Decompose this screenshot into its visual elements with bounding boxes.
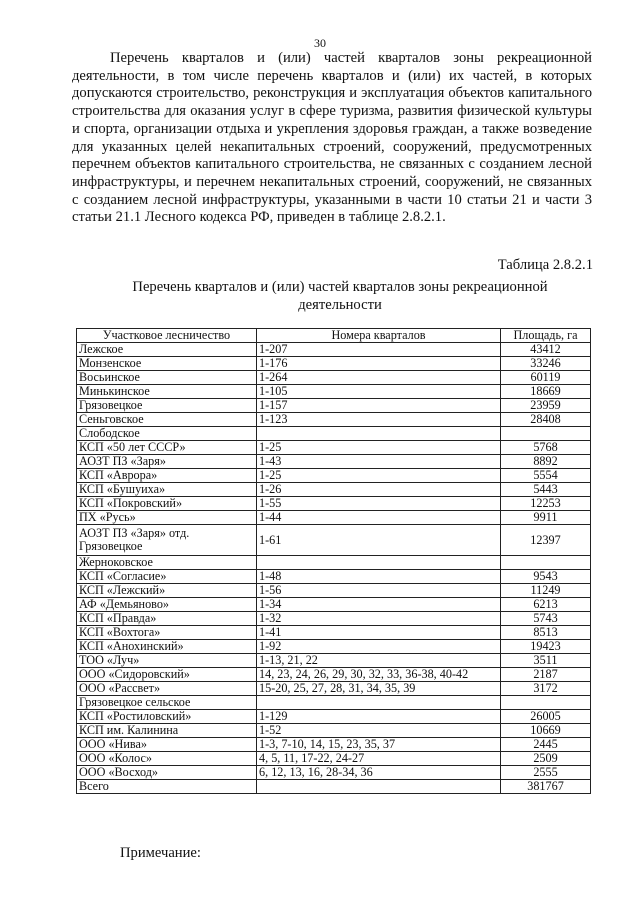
- forestry-cell: Лежское: [77, 343, 257, 357]
- header-quarters: Номера кварталов: [257, 329, 501, 343]
- quarters-cell: 1-264: [257, 371, 501, 385]
- table-row: [77, 385, 591, 399]
- quarters-cell: 1-44: [257, 511, 501, 525]
- page-number: 30: [314, 36, 326, 50]
- quarters-cell: 1-176: [257, 357, 501, 371]
- quarters-cell: 1-32: [257, 612, 501, 626]
- forestry-cell: АФ «Демьяново»: [77, 598, 257, 612]
- quarters-cell: [257, 696, 501, 710]
- quarters-cell: 1-41: [257, 626, 501, 640]
- quarters-cell: 6, 12, 13, 16, 28-34, 36: [257, 766, 501, 780]
- forestry-cell: Восьинское: [77, 371, 257, 385]
- area-cell: 9911: [501, 511, 591, 525]
- quarters-cell: 1-43: [257, 455, 501, 469]
- quarters-cell: 1-3, 7-10, 14, 15, 23, 35, 37: [257, 738, 501, 752]
- table-row: [77, 738, 591, 752]
- quarters-cell: 1-25: [257, 441, 501, 455]
- forestry-cell: ПХ «Русь»: [77, 511, 257, 525]
- area-cell: [501, 556, 591, 570]
- table-row: [77, 371, 591, 385]
- table-reference: Таблица 2.8.2.1: [497, 257, 593, 273]
- table-header-row: [77, 329, 591, 343]
- table-row: [77, 469, 591, 483]
- forestry-cell: КСП «Вохтога»: [77, 626, 257, 640]
- quarters-cell: 1-55: [257, 497, 501, 511]
- table-row: [77, 682, 591, 696]
- forestry-cell: Минькинское: [77, 385, 257, 399]
- area-cell: 2509: [501, 752, 591, 766]
- table-row: [77, 511, 591, 525]
- area-cell: 2187: [501, 668, 591, 682]
- table-row: [77, 654, 591, 668]
- forestry-cell: Грязовецкое сельское: [77, 696, 257, 710]
- quarters-cell: 1-129: [257, 710, 501, 724]
- area-cell: [501, 696, 591, 710]
- table-row: [77, 455, 591, 469]
- area-cell: 19423: [501, 640, 591, 654]
- table-row: [77, 413, 591, 427]
- forestry-cell: КСП «Аврора»: [77, 469, 257, 483]
- forestry-cell: АОЗТ ПЗ «Заря»: [77, 455, 257, 469]
- area-cell: 3172: [501, 682, 591, 696]
- quarters-cell: 4, 5, 11, 17-22, 24-27: [257, 752, 501, 766]
- forestry-cell: КСП «Согласие»: [77, 570, 257, 584]
- quarters-cell: 1-105: [257, 385, 501, 399]
- table-row: [77, 696, 591, 710]
- area-cell: 8892: [501, 455, 591, 469]
- area-cell: 8513: [501, 626, 591, 640]
- table-row: [77, 710, 591, 724]
- area-cell: 3511: [501, 654, 591, 668]
- quarters-cell: 15-20, 25, 27, 28, 31, 34, 35, 39: [257, 682, 501, 696]
- table-row: [77, 780, 591, 794]
- area-cell: 381767: [501, 780, 591, 794]
- quarters-cell: 1-92: [257, 640, 501, 654]
- table-row: [77, 556, 591, 570]
- recreation-quarters-table: [76, 328, 591, 794]
- table-row: [77, 752, 591, 766]
- area-cell: 28408: [501, 413, 591, 427]
- area-cell: 5743: [501, 612, 591, 626]
- area-cell: 11249: [501, 584, 591, 598]
- table-row: [77, 724, 591, 738]
- table-row: [77, 441, 591, 455]
- table-row: [77, 427, 591, 441]
- forestry-cell: КСП «Ростиловский»: [77, 710, 257, 724]
- quarters-cell: 1-207: [257, 343, 501, 357]
- note-label: Примечание:: [120, 845, 201, 861]
- quarters-cell: 1-25: [257, 469, 501, 483]
- quarters-cell: 1-34: [257, 598, 501, 612]
- area-cell: 12253: [501, 497, 591, 511]
- forestry-cell: ООО «Восход»: [77, 766, 257, 780]
- forestry-cell: Монзенское: [77, 357, 257, 371]
- table-row: [77, 668, 591, 682]
- area-cell: 2555: [501, 766, 591, 780]
- forestry-cell: ООО «Колос»: [77, 752, 257, 766]
- forestry-cell: ООО «Сидоровский»: [77, 668, 257, 682]
- table-row: [77, 399, 591, 413]
- table-row: [77, 343, 591, 357]
- forestry-cell: Грязовецкое: [77, 399, 257, 413]
- quarters-cell: [257, 556, 501, 570]
- table-row: [77, 584, 591, 598]
- forestry-cell: КСП «Правда»: [77, 612, 257, 626]
- area-cell: 60119: [501, 371, 591, 385]
- table-row: [77, 570, 591, 584]
- table-row: [77, 598, 591, 612]
- area-cell: 5443: [501, 483, 591, 497]
- quarters-cell: 1-48: [257, 570, 501, 584]
- forestry-cell: ТОО «Луч»: [77, 654, 257, 668]
- quarters-cell: 1-13, 21, 22: [257, 654, 501, 668]
- table-body: [77, 343, 591, 794]
- forestry-cell: КСП «Покровский»: [77, 497, 257, 511]
- table-row: [77, 766, 591, 780]
- header-area: Площадь, га: [501, 329, 591, 343]
- forestry-cell: Слободское: [77, 427, 257, 441]
- quarters-cell: 1-157: [257, 399, 501, 413]
- quarters-cell: 1-123: [257, 413, 501, 427]
- area-cell: 2445: [501, 738, 591, 752]
- area-cell: 5554: [501, 469, 591, 483]
- area-cell: 43412: [501, 343, 591, 357]
- forestry-cell: Сеньговское: [77, 413, 257, 427]
- quarters-cell: 1-56: [257, 584, 501, 598]
- forestry-cell: АОЗТ ПЗ «Заря» отд. Грязовецкое: [77, 525, 257, 556]
- table-title: Перечень кварталов и (или) частей кварталов зоны рекреационной деятельности: [132, 279, 548, 313]
- forestry-cell: Жерноковское: [77, 556, 257, 570]
- forestry-cell: КСП «50 лет СССР»: [77, 441, 257, 455]
- table-row: [77, 483, 591, 497]
- area-cell: 9543: [501, 570, 591, 584]
- quarters-cell: 1-52: [257, 724, 501, 738]
- quarters-cell: [257, 780, 501, 794]
- header-forestry: Участковое лесничество: [77, 329, 257, 343]
- quarters-cell: 1-26: [257, 483, 501, 497]
- area-cell: 12397: [501, 525, 591, 556]
- table-row: [77, 497, 591, 511]
- intro-paragraph: Перечень кварталов и (или) частей кварталов зоны рекреационной деятельности, в том числе перечень кварталов и (или) их частей, в которых допускаются строительство, реконструкция и эксплуатация объектов капитального строительства для оказания услуг в сфере туризма, развития физической культуры и спорта, организации отдыха и укрепления здоровья граждан, а также возведение для указанных целей некапитальных строений, сооружений, предусмотренных перечнем объектов капитального строительства, не связанных с созданием лесной инфраструктуры, и перечнем некапитальных строений, сооружений, не связанных с созданием лесной инфраструктуры, указанными в части 10 статьи 21 и части 3 статьи 21.1 Лесного кодекса РФ, приведен в таблице 2.8.2.1.: [72, 50, 592, 226]
- quarters-cell: 1-61: [257, 525, 501, 556]
- table-row: [77, 640, 591, 654]
- forestry-cell: ООО «Нива»: [77, 738, 257, 752]
- table-row: [77, 357, 591, 371]
- forestry-cell: КСП им. Калинина: [77, 724, 257, 738]
- table-row: [77, 612, 591, 626]
- area-cell: 23959: [501, 399, 591, 413]
- forestry-cell: КСП «Анохинский»: [77, 640, 257, 654]
- forestry-cell: ООО «Рассвет»: [77, 682, 257, 696]
- quarters-cell: 14, 23, 24, 26, 29, 30, 32, 33, 36-38, 40-42: [257, 668, 501, 682]
- forestry-cell: КСП «Бушуиха»: [77, 483, 257, 497]
- area-cell: 10669: [501, 724, 591, 738]
- forestry-cell: Всего: [77, 780, 257, 794]
- area-cell: [501, 427, 591, 441]
- area-cell: 6213: [501, 598, 591, 612]
- area-cell: 33246: [501, 357, 591, 371]
- area-cell: 18669: [501, 385, 591, 399]
- quarters-cell: [257, 427, 501, 441]
- area-cell: 5768: [501, 441, 591, 455]
- area-cell: 26005: [501, 710, 591, 724]
- forestry-cell: КСП «Лежский»: [77, 584, 257, 598]
- table-row: [77, 525, 591, 556]
- table-row: [77, 626, 591, 640]
